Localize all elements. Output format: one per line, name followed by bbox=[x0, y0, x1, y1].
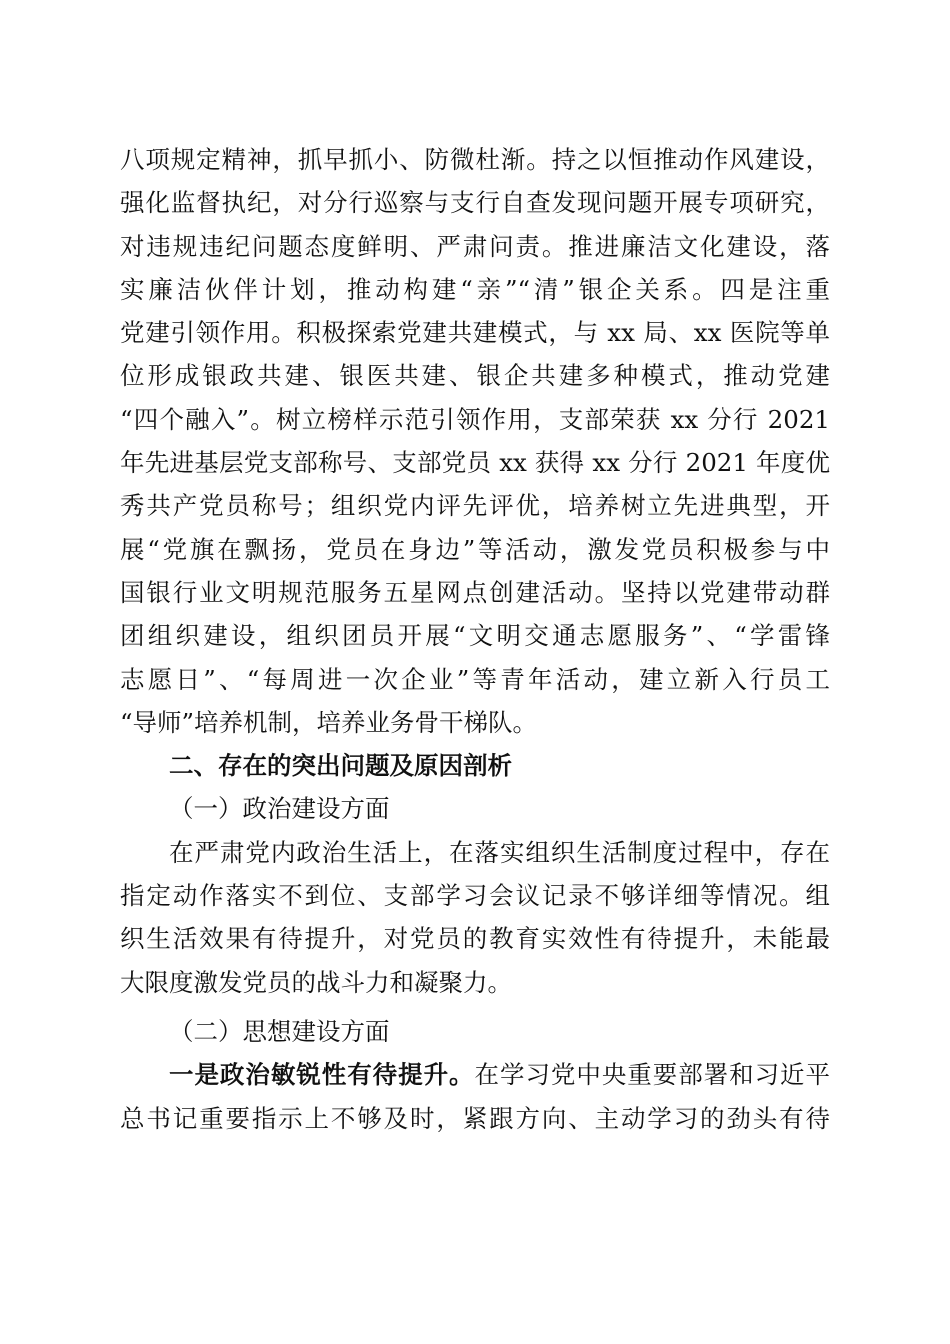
lead-phrase: 一是政治敏锐性有待提升。 bbox=[169, 1060, 475, 1090]
text-line: 团组织建设，组织团员开展“文明交通志愿服务”、“学雷锋 bbox=[120, 621, 830, 651]
paragraph-ideological-construction bbox=[120, 1053, 830, 1140]
text-line: 秀共产党员称号；组织党内评先评优，培养树立先进典型，开 bbox=[120, 491, 830, 521]
text-line: 总书记重要指示上不够及时，紧跟方向、主动学习的劲头有待 bbox=[120, 1103, 830, 1133]
text-line: 指定动作落实不到位、支部学习会议记录不够详细等情况。组 bbox=[120, 881, 830, 911]
text-line: 强化监督执纪，对分行巡察与支行自查发现问题开展专项研究， bbox=[120, 188, 830, 218]
section-heading: 二、存在的突出问题及原因剖析 bbox=[169, 751, 512, 781]
subsection-heading: （一）政治建设方面 bbox=[169, 794, 390, 824]
text-line: 实廉洁伙伴计划，推动构建“亲”“清”银企关系。四是注重 bbox=[120, 274, 830, 304]
text-line: 大限度激发党员的战斗力和凝聚力。 bbox=[120, 967, 512, 997]
paragraph-political-construction bbox=[120, 831, 830, 1004]
text-line: 年先进基层党支部称号、支部党员 xx 获得 xx 分行 2021 年度优 bbox=[120, 448, 830, 478]
text-line bbox=[120, 1053, 830, 1096]
text-line: 志愿日”、“每周进一次企业”等青年活动，建立新入行员工 bbox=[120, 664, 830, 694]
paragraph-party-building bbox=[120, 138, 830, 744]
text-line: 党建引领作用。积极探索党建共建模式，与 xx 局、xx 医院等单 bbox=[120, 318, 830, 348]
text-line: 织生活效果有待提升，对党员的教育实效性有待提升，未能最 bbox=[120, 924, 830, 954]
subsection-heading: （二）思想建设方面 bbox=[169, 1016, 390, 1046]
text-fragment: 在学习党中央重要部署和习近平 bbox=[474, 1060, 831, 1090]
text-line: 在严肃党内政治生活上，在落实组织生活制度过程中，存在 bbox=[169, 837, 830, 867]
text-line: 八项规定精神，抓早抓小、防微杜渐。持之以恒推动作风建设， bbox=[120, 145, 830, 174]
text-line: 国银行业文明规范服务五星网点创建活动。坚持以党建带动群 bbox=[120, 577, 830, 607]
text-line: “四个融入”。树立榜样示范引领作用，支部荣获 xx 分行 2021 bbox=[120, 404, 830, 434]
text-line: “导师”培养机制，培养业务骨干梯队。 bbox=[120, 707, 538, 737]
text-line: 对违规违纪问题态度鲜明、严肃问责。推进廉洁文化建设，落 bbox=[120, 231, 830, 261]
text-line: 展“党旗在飘扬，党员在身边”等活动，激发党员积极参与中 bbox=[120, 534, 830, 564]
text-line: 位形成银政共建、银医共建、银企共建多种模式，推动党建 bbox=[120, 361, 830, 391]
document-body bbox=[120, 138, 830, 1140]
